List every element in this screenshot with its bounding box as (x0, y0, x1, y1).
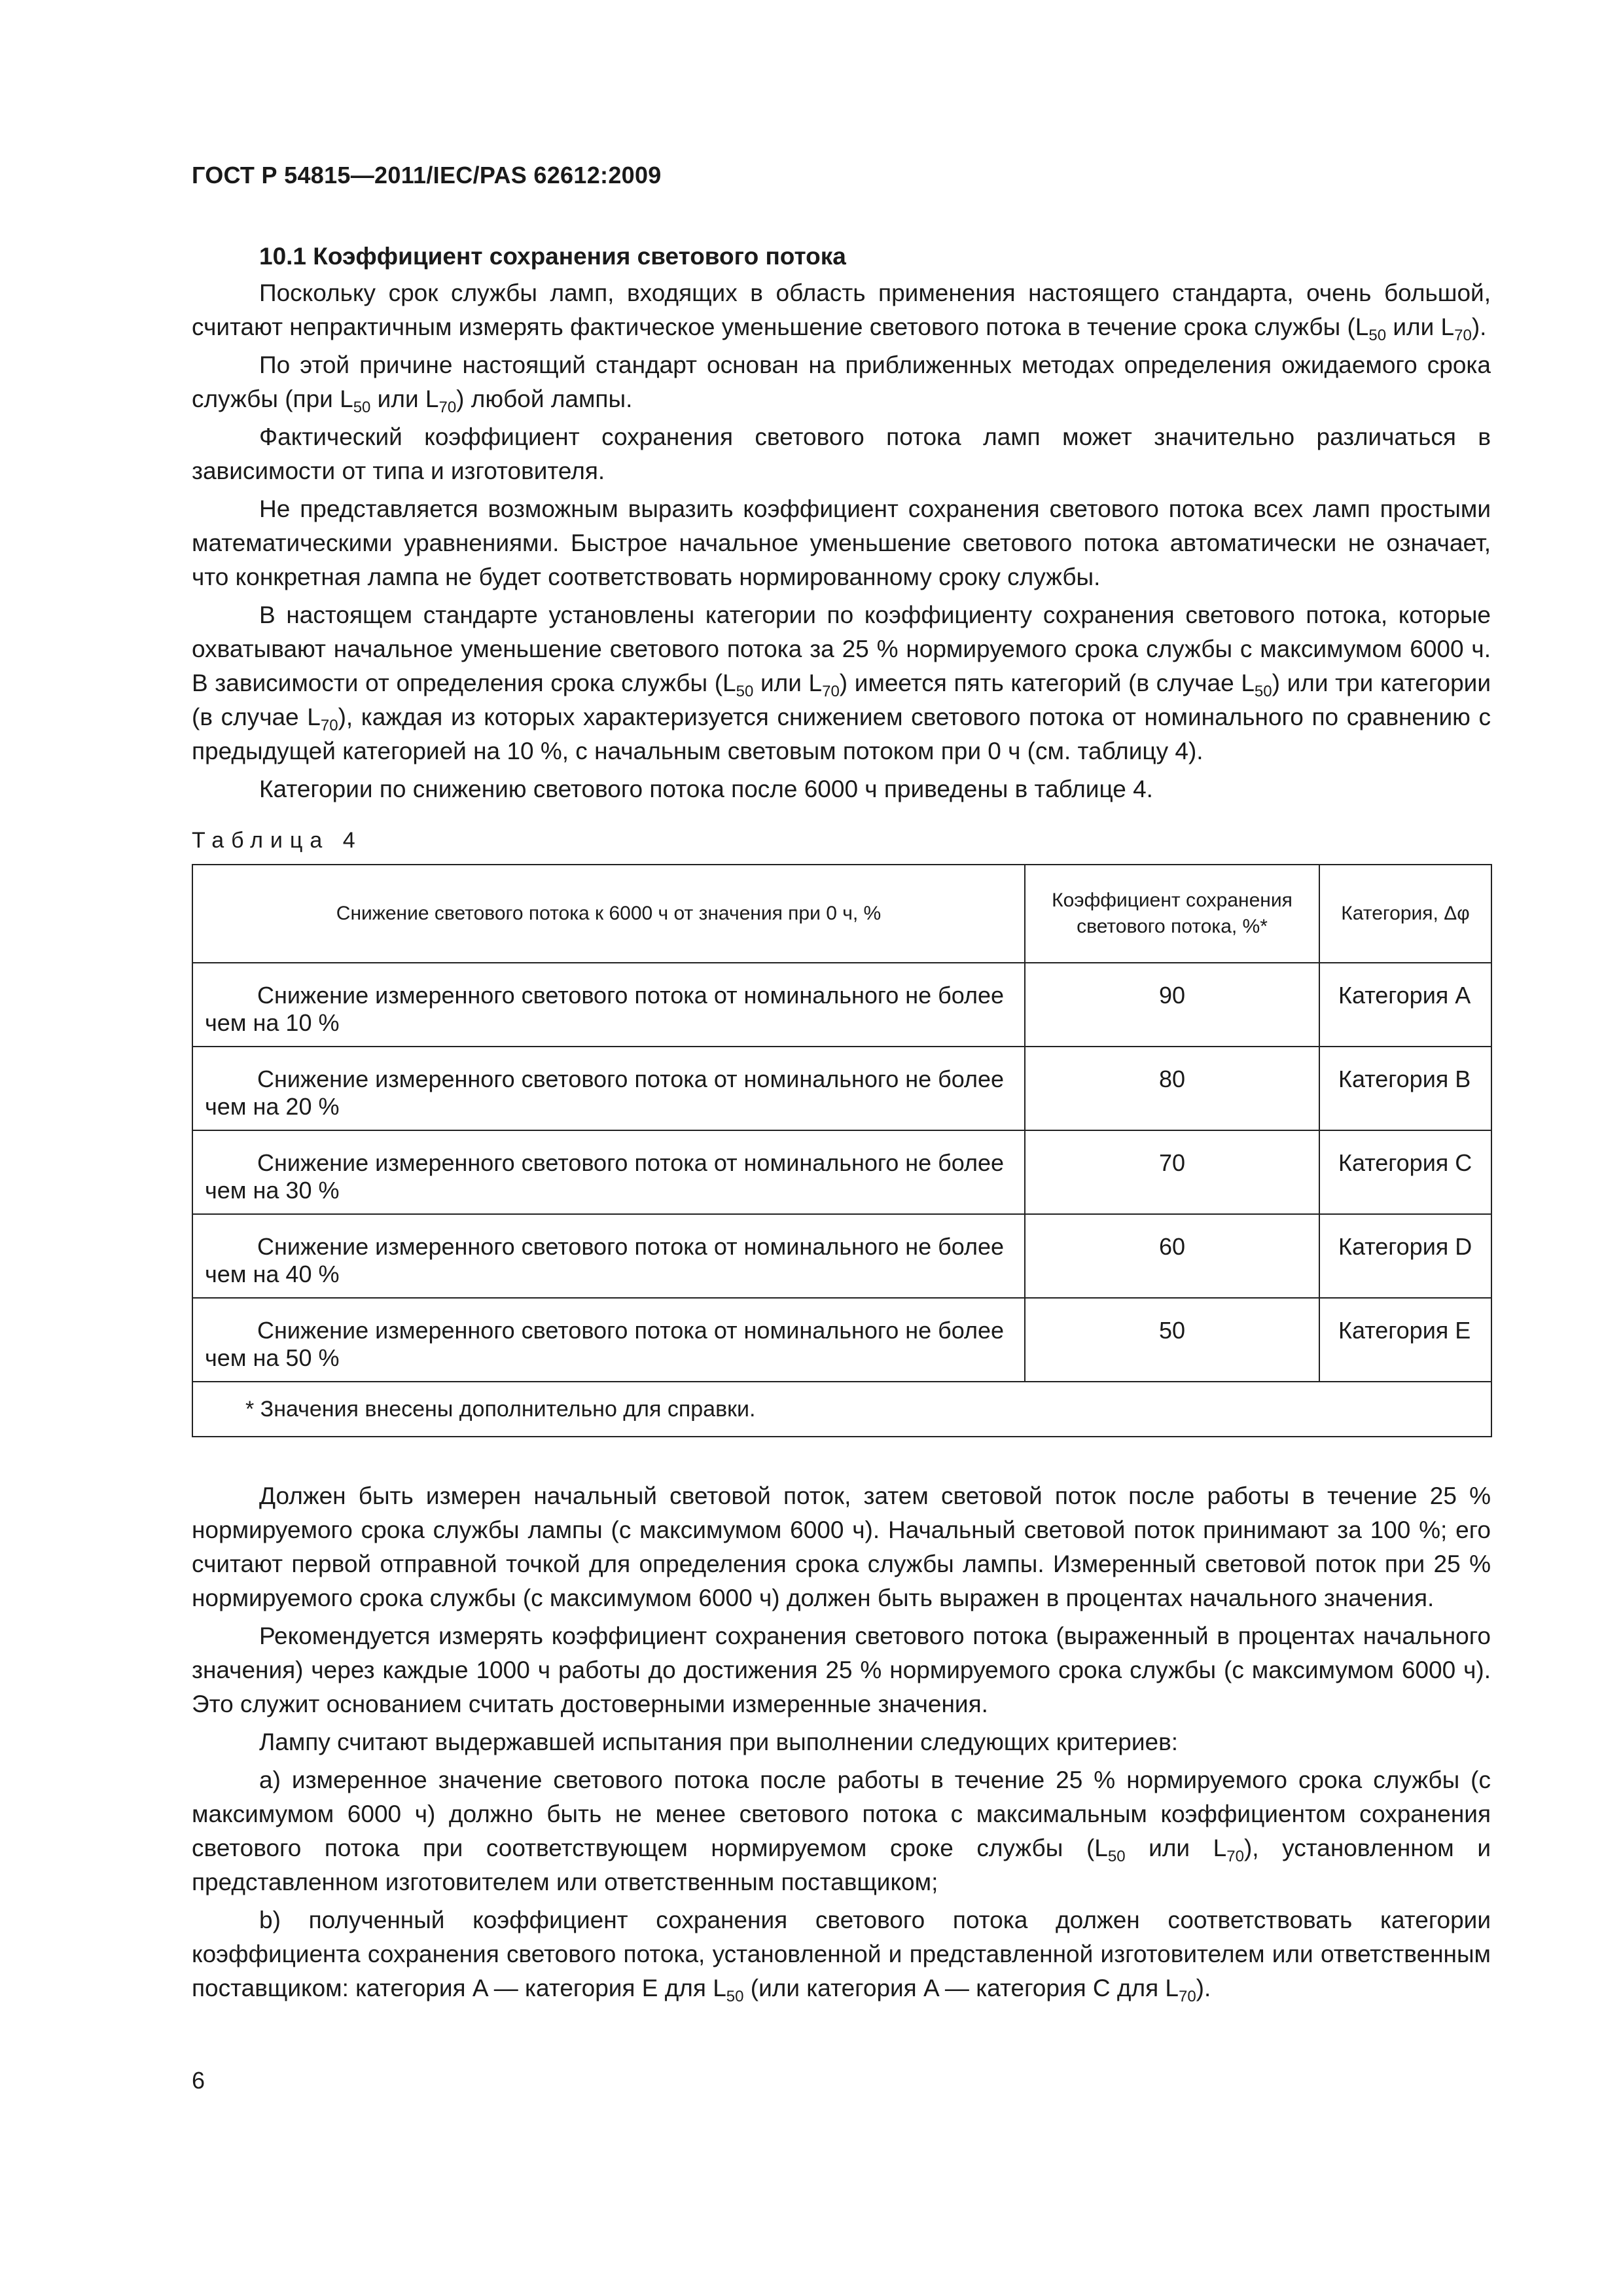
subscript: 70 (438, 399, 457, 416)
subscript: 70 (1226, 1848, 1244, 1865)
paragraph-text: По этой причине настоящий стандарт основан на приближенных методах определения ожидаемого срока службы (при L (192, 351, 1491, 412)
subscript: 50 (1254, 683, 1272, 700)
paragraph (192, 492, 1491, 594)
paragraph-text: b) полученный коэффициент сохранения светового потока должен соответствовать категории коэффициента сохранения светового потока, установленной и представленной изготовителем или ответственным поставщиком: категория A — категория E для L (192, 1907, 1491, 2001)
header-coefficient: Коэффициент сохранения светового потока, %* (1025, 865, 1319, 963)
row-coefficient: 90 (1025, 963, 1319, 1047)
paragraph-text: ). (1196, 1975, 1211, 2001)
page-number: 6 (192, 2067, 205, 2094)
row-category: Категория B (1319, 1047, 1491, 1130)
subscript: 50 (1368, 327, 1387, 344)
row-category: Категория C (1319, 1130, 1491, 1214)
paragraph (192, 598, 1491, 768)
categories-table (192, 864, 1492, 1437)
table-row (192, 1298, 1491, 1382)
paragraph-text: или L (1125, 1835, 1227, 1861)
table-row (192, 1214, 1491, 1298)
row-category: Категория A (1319, 963, 1491, 1047)
top-paragraphs (192, 276, 1491, 806)
paragraph (192, 1619, 1491, 1721)
paragraph-text: ), каждая из которых характеризуется снижением светового потока от номинального по сравнению с предыдущей категорией на 10 %, с начальным световым потоком при 0 ч (см. таблицу 4). (192, 704, 1491, 764)
paragraph-text: ) имеется пять категорий (в случае L (839, 670, 1255, 696)
paragraph-text: Не представляется возможным выразить коэффициент сохранения светового потока всех ламп простыми математическими уравнениями. Быстрое начальное уменьшение светового потока автоматически не означает, что конкретная лампа не будет соответствовать нормированному сроку службы. (192, 495, 1491, 590)
paragraph (192, 1479, 1491, 1615)
header-category: Категория, Δφ (1319, 865, 1491, 963)
paragraph (192, 772, 1491, 806)
paragraph (192, 1903, 1491, 2005)
paragraph-text: или L (1386, 314, 1455, 340)
subscript: 70 (1454, 327, 1472, 344)
row-description: Снижение измеренного светового потока от номинального не более чем на 20 % (192, 1047, 1025, 1130)
table-header-row (192, 865, 1491, 963)
paragraph-text: В настоящем стандарте установлены категории по коэффициенту сохранения светового потока, которые охватывают начальное уменьшение светового потока за 25 % нормируемого срока службы с максимумом 6000 ч. В зависимости от определения срока службы (L (192, 601, 1491, 696)
paragraph-text: ) или три категории (в случае L (192, 670, 1491, 730)
paragraph-text: Категории по снижению светового потока после 6000 ч приведены в таблице 4. (259, 776, 1153, 802)
section-title: 10.1 Коэффициент сохранения светового потока (259, 243, 846, 270)
row-coefficient: 60 (1025, 1214, 1319, 1298)
header-reduction: Снижение светового потока к 6000 ч от значения при 0 ч, % (192, 865, 1025, 963)
table-body (192, 963, 1491, 1382)
row-description: Снижение измеренного светового потока от номинального не более чем на 30 % (192, 1130, 1025, 1214)
table-row (192, 1130, 1491, 1214)
paragraph-text: Рекомендуется измерять коэффициент сохранения светового потока (выраженный в процентах начального значения) через каждые 1000 ч работы до достижения 25 % нормируемого срока службы (с максимумом 6000 ч). Это служит основанием считать достоверными измеренные значения. (192, 1623, 1491, 1717)
table-footnote-row (192, 1382, 1491, 1437)
row-category: Категория E (1319, 1298, 1491, 1382)
bottom-paragraphs (192, 1479, 1491, 2005)
paragraph-text: ). (1471, 314, 1487, 340)
subscript: 70 (320, 717, 338, 734)
paragraph-text: Фактический коэффициент сохранения светового потока ламп может значительно различаться в зависимости от типа и изготовителя. (192, 423, 1491, 484)
subscript: 70 (1178, 1988, 1196, 2005)
paragraph (192, 276, 1491, 344)
paragraph-text: Лампу считают выдержавшей испытания при выполнении следующих критериев: (259, 1729, 1179, 1755)
row-description: Снижение измеренного светового потока от номинального не более чем на 10 % (192, 963, 1025, 1047)
table-row (192, 1047, 1491, 1130)
paragraph-text: Должен быть измерен начальный световой поток, затем световой поток после работы в течение 25 % нормируемого срока службы лампы (с максимумом 6000 ч). Начальный световой поток принимают за 100 %; его считают первой отправной точкой для определения срока службы лампы. Измеренный световой поток при 25 % нормируемого срока службы (с максимумом 6000 ч) должен быть выражен в процентах начального значения. (192, 1482, 1491, 1611)
row-description: Снижение измеренного светового потока от номинального не более чем на 50 % (192, 1298, 1025, 1382)
row-category: Категория D (1319, 1214, 1491, 1298)
table-label: Таблица 4 (192, 828, 363, 853)
page-content (192, 240, 1491, 2009)
subscript: 50 (353, 399, 371, 416)
subscript: 70 (822, 683, 840, 700)
paragraph (192, 1763, 1491, 1899)
paragraph-text: Поскольку срок службы ламп, входящих в область применения настоящего стандарта, очень большой, считают непрактичным измерять фактическое уменьшение светового потока в течение срока службы (L (192, 279, 1491, 340)
paragraph-text: (или категория A — категория C для L (743, 1975, 1179, 2001)
table-row (192, 963, 1491, 1047)
row-coefficient: 50 (1025, 1298, 1319, 1382)
paragraph-text: или L (370, 386, 439, 412)
paragraph-text: ) любой лампы. (456, 386, 633, 412)
table-footnote: * Значения внесены дополнительно для справки. (192, 1382, 1491, 1437)
paragraph-text: или L (753, 670, 823, 696)
subscript: 50 (736, 683, 754, 700)
row-description: Снижение измеренного светового потока от номинального не более чем на 40 % (192, 1214, 1025, 1298)
paragraph-text: а) измеренное значение светового потока после работы в течение 25 % нормируемого срока службы (с максимумом 6000 ч) должно быть не менее светового потока с максимальным коэффициентом сохранения светового потока при соответствующем нормируемом сроке службы (L (192, 1767, 1491, 1861)
row-coefficient: 80 (1025, 1047, 1319, 1130)
subscript: 50 (1107, 1848, 1126, 1865)
row-coefficient: 70 (1025, 1130, 1319, 1214)
paragraph (192, 420, 1491, 488)
paragraph (192, 348, 1491, 416)
document-header: ГОСТ Р 54815—2011/IEC/PAS 62612:2009 (192, 162, 662, 188)
subscript: 50 (726, 1988, 744, 2005)
paragraph (192, 1725, 1491, 1759)
paragraph-text: ), установленном и представленном изготовителем или ответственным поставщиком; (192, 1835, 1491, 1895)
